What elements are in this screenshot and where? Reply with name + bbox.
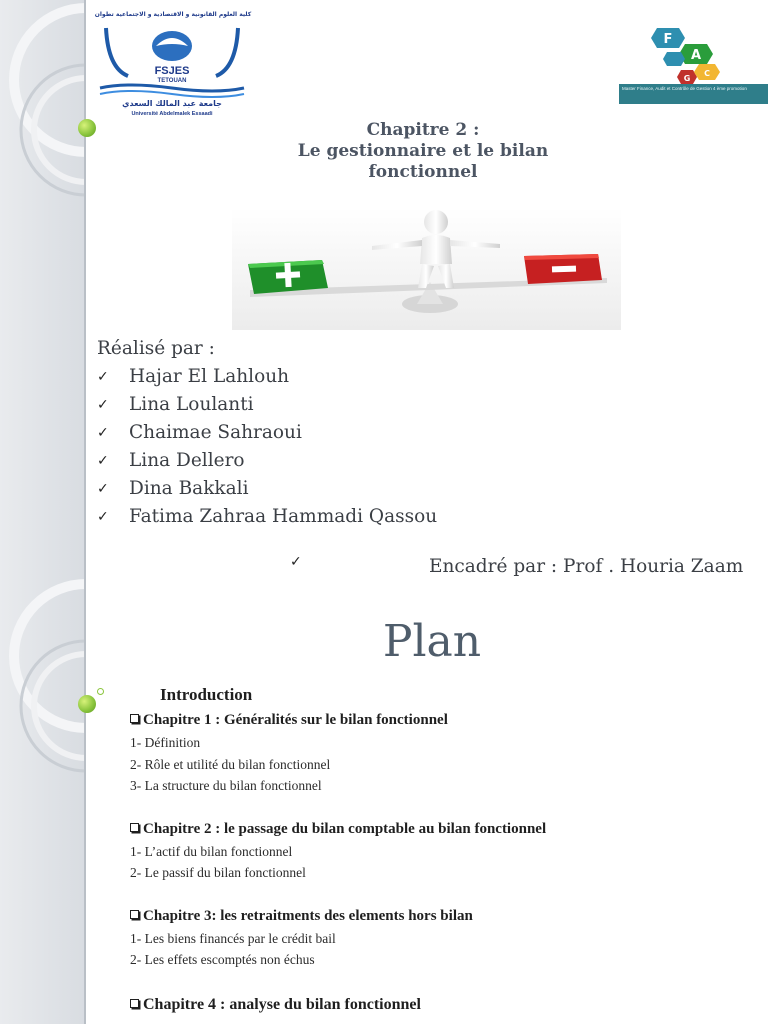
list-item [97, 476, 437, 504]
logo-arabic-bottom: جامعة عبد المالك السعدي [122, 99, 222, 108]
title-line-1: Chapitre 2 : [366, 120, 480, 140]
check-icon: ✓ [97, 397, 109, 413]
chapter-1-heading [130, 712, 448, 729]
author-list [97, 364, 437, 532]
chapter-heading-text: Chapitre 1 : Généralités sur le bilan fonctionnel [143, 712, 448, 728]
check-icon: ✓ [97, 509, 109, 525]
fsjes-logo [88, 8, 253, 120]
list-item: 3- La structure du bilan fonctionnel [130, 778, 322, 793]
square-bullet-icon [130, 910, 139, 919]
author-name: Lina Loulanti [129, 394, 254, 415]
logo-name: FSJES [154, 65, 190, 77]
master-banner: Master Finance, Audit et Contrôle de Gestion 4 ème promotion [619, 84, 768, 104]
list-item [97, 392, 437, 420]
list-item [97, 420, 437, 448]
check-icon: ✓ [97, 369, 109, 385]
chapter-heading-text: Chapitre 2 : le passage du bilan comptable au bilan fonctionnel [143, 821, 547, 837]
logo-letter-f: F [663, 32, 673, 47]
list-item: 1- Les biens financés par le crédit bail [130, 931, 336, 946]
decorative-rings [0, 0, 86, 576]
logo-letter-g: G [683, 74, 691, 83]
green-dot-icon [78, 695, 96, 713]
author-name: Hajar El Lahlouh [129, 366, 290, 387]
logo-letter-a: A [690, 48, 702, 63]
realise-label: Réalisé par : [97, 338, 215, 359]
check-icon: ✓ [97, 481, 109, 497]
decorative-sidebar [0, 0, 86, 576]
list-item: 2- Les effets escomptés non échus [130, 952, 315, 967]
logo-university: Université Abdelmalek Essaadi [131, 111, 213, 117]
logo-arabic-top: كلية العلوم القانونية و الاقتصادية و الاجتماعية تطوان [94, 11, 252, 18]
list-item: 1- Définition [130, 735, 201, 750]
list-item: 2- Rôle et utilité du bilan fonctionnel [130, 757, 331, 772]
plan-slide [0, 576, 768, 1024]
balance-illustration [232, 208, 621, 330]
author-name: Chaimae Sahraoui [129, 422, 302, 443]
list-item [97, 448, 437, 476]
chapter-heading-text: Chapitre 3: les retraitments des elements hors bilan [143, 908, 473, 924]
logo-letter-c: C [704, 69, 710, 78]
author-name: Fatima Zahraa Hammadi Qassou [129, 506, 438, 527]
supervisor-label: Encadré par : Prof . Houria Zaam [429, 556, 744, 576]
slide-title [270, 120, 576, 183]
chapter-3-heading [130, 908, 473, 925]
check-icon: ✓ [97, 425, 109, 441]
list-item [97, 364, 437, 392]
check-icon: ✓ [97, 453, 109, 469]
green-dot-icon [78, 119, 96, 137]
list-item [97, 504, 437, 532]
minus-block-icon [524, 254, 602, 284]
author-name: Lina Dellero [129, 450, 245, 471]
plan-title: Plan [382, 616, 482, 667]
square-bullet-icon [130, 714, 139, 723]
title-line-3: fonctionnel [368, 162, 478, 182]
square-bullet-icon [130, 823, 139, 832]
sidebar-edge [84, 0, 86, 576]
square-bullet-icon [130, 999, 139, 1008]
author-name: Dina Bakkali [129, 478, 249, 499]
intro-heading: Introduction [160, 685, 253, 704]
chapter-4-heading [130, 996, 421, 1014]
list-item: 2- Le passif du bilan fonctionnel [130, 865, 306, 880]
chapter-2-heading [130, 821, 546, 838]
logo-city: TETOUAN [157, 78, 187, 84]
small-ring-icon [97, 688, 104, 695]
plus-block-icon [248, 260, 328, 294]
list-item: 1- L’actif du bilan fonctionnel [130, 844, 293, 859]
check-icon: ✓ [290, 554, 302, 570]
title-line-2: Le gestionnaire et le bilan [297, 141, 549, 161]
chapter-heading-text: Chapitre 4 : analyse du bilan fonctionnel [143, 996, 421, 1013]
